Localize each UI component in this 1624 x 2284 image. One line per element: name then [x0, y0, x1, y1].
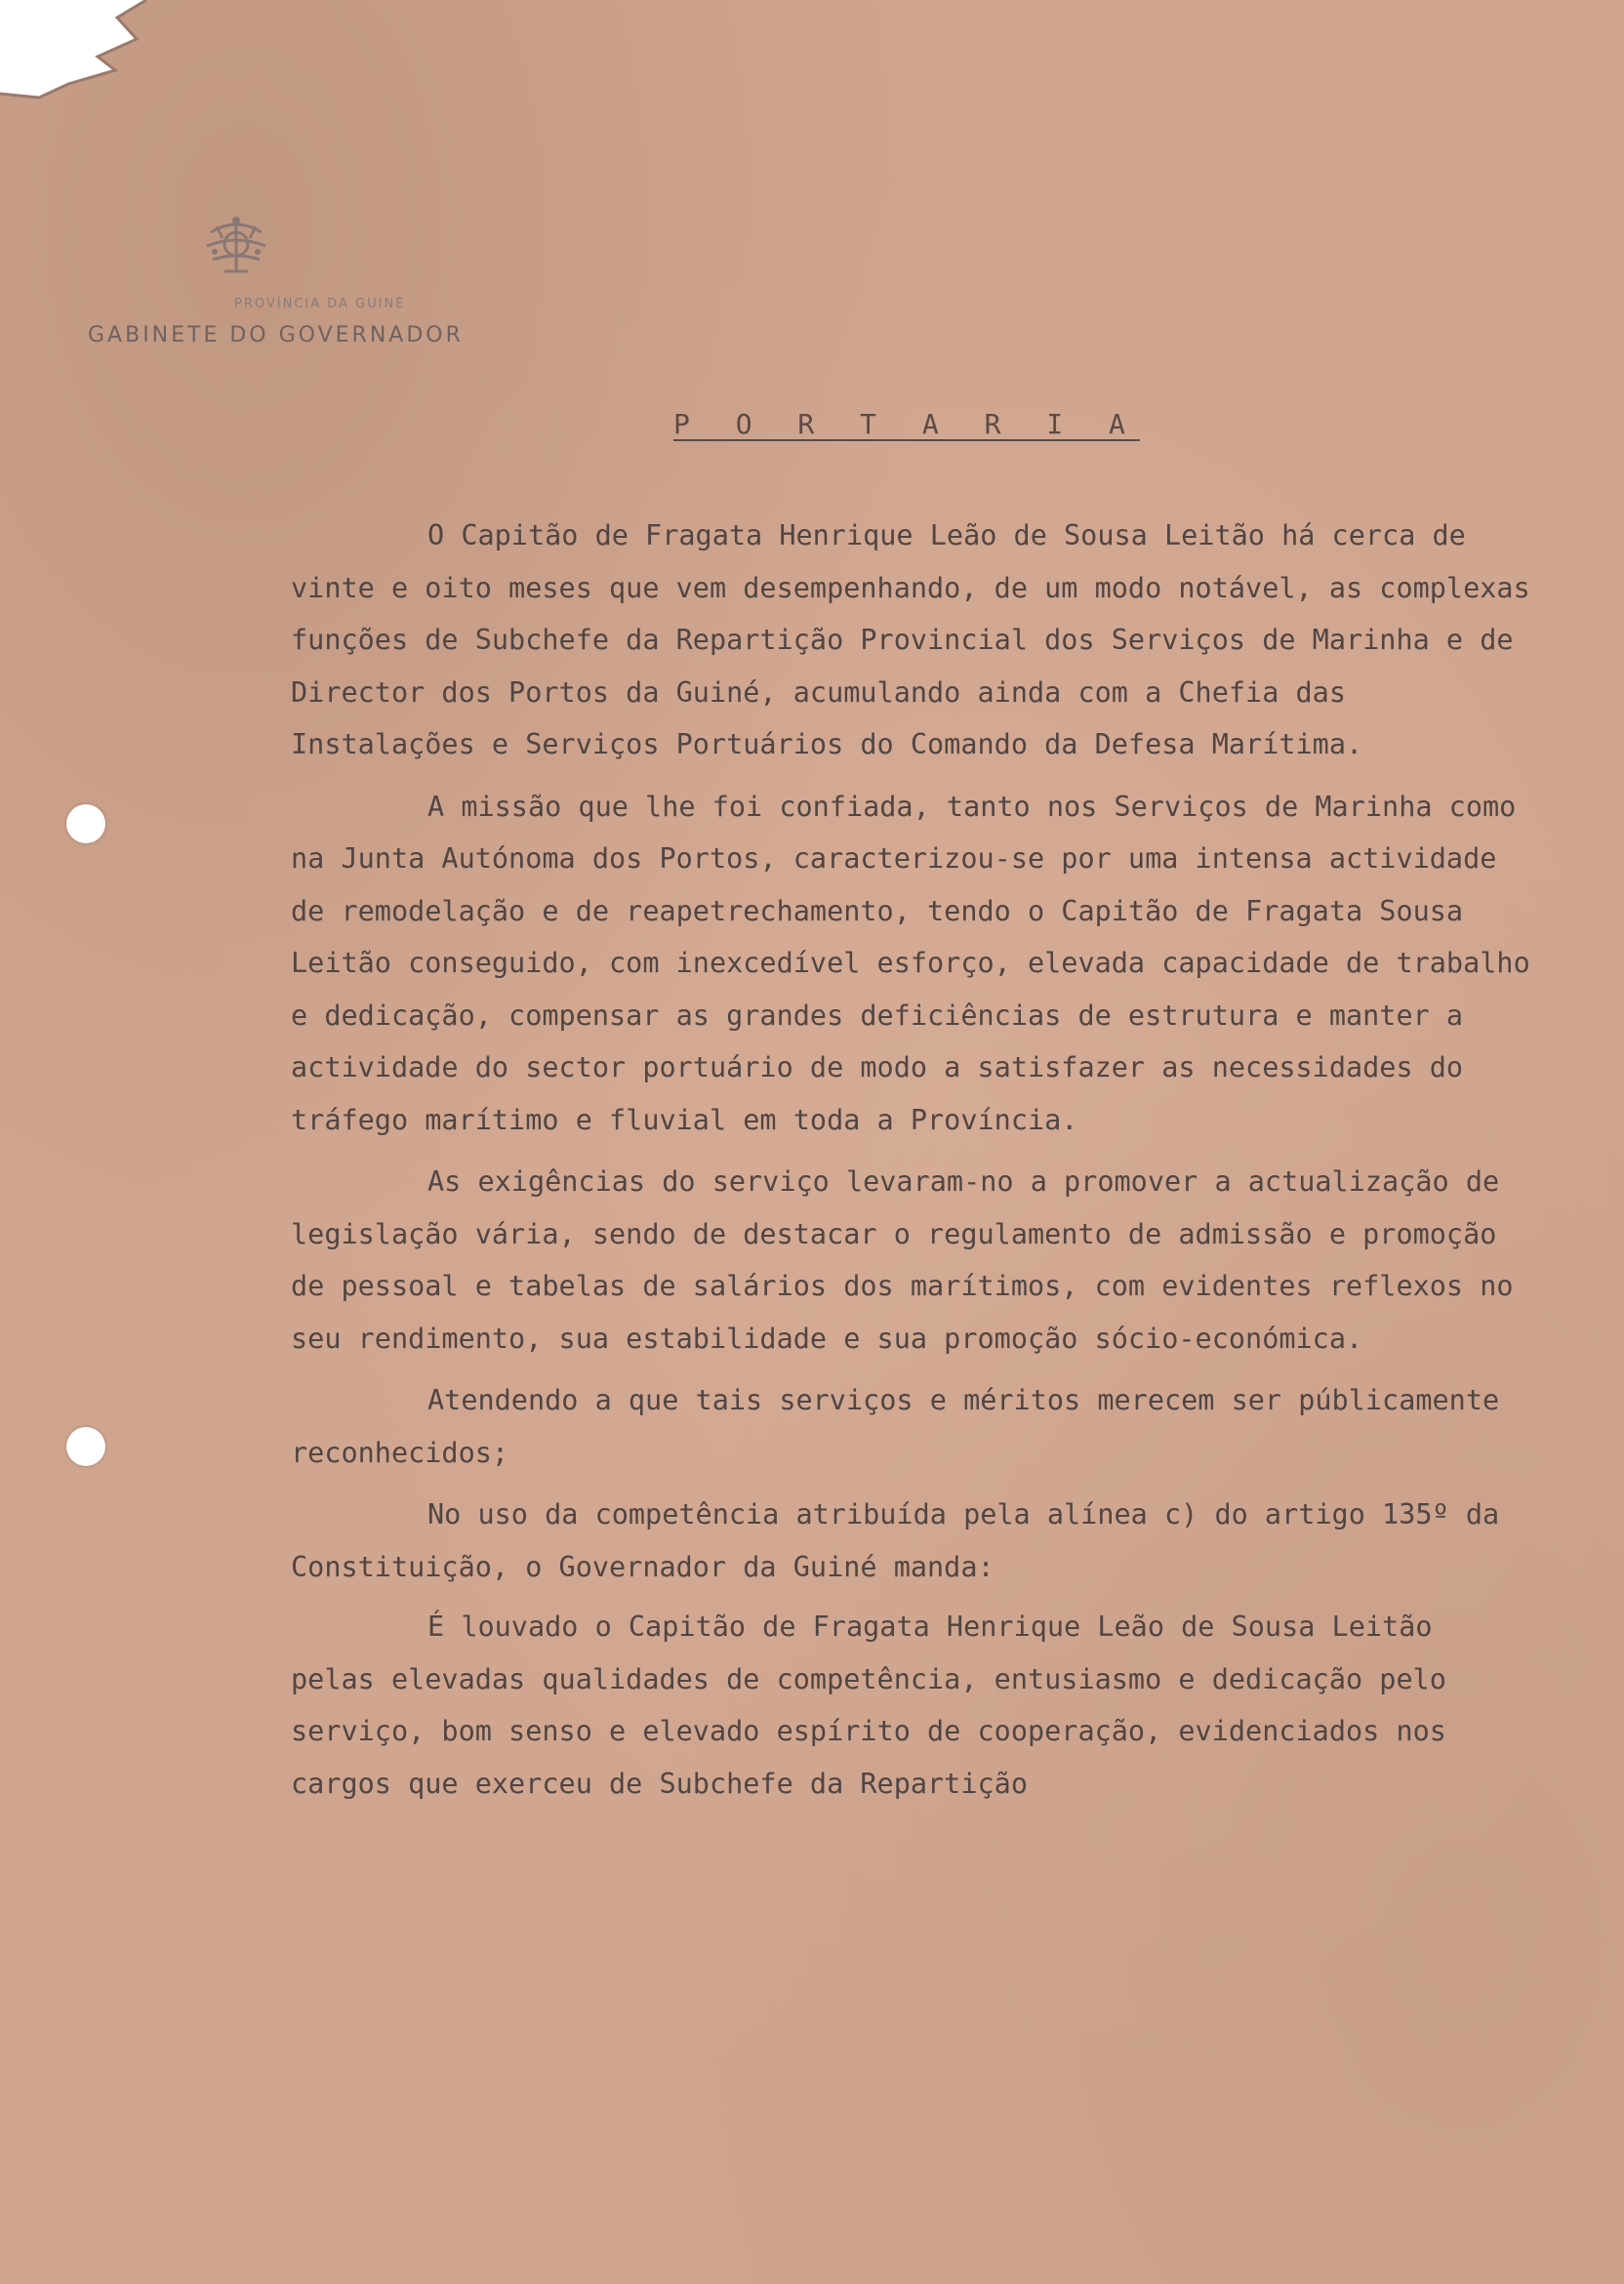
torn-corner [0, 0, 146, 107]
paragraph-6: É louvado o Capitão de Fragata Henrique Leão de Sousa Leitão pelas elevadas qualidades de competência, entusiasmo e dedicação pelo serviço, bom senso e elevado espírito de cooperação, evidenciados nos cargos que exerceu de Subchefe da Repartição [291, 1611, 1446, 1800]
coat-of-arms-icon [197, 213, 275, 277]
document-body [291, 510, 1530, 1819]
punch-hole-top [66, 804, 105, 843]
province-name: PROVÍNCIA DA GUINÉ [234, 297, 406, 311]
paragraph-2: A missão que lhe foi confiada, tanto nos Serviços de Marinha como na Junta Autónoma dos Portos, caracterizou-se por uma intensa actividade de remodelação e de reapetrechamento, tendo o Capitão de Fragata Sousa Leitão conseguido, com inexcedível esforço, elevada capacidade de trabalho e dedicação, compensar as grandes deficiências de estrutura e manter a actividade do sector portuário de modo a satisfazer as necessidades do tráfego marítimo e fluvial em toda a Província. [291, 790, 1530, 1136]
letterhead [59, 213, 488, 347]
cabinet-name: GABINETE DO GOVERNADOR [88, 323, 464, 347]
paragraph-4: Atendendo a que tais serviços e méritos merecem ser públicamente reconhecidos; [291, 1384, 1500, 1469]
paragraph-3: As exigências do serviço levaram-no a promover a actualização de legislação vária, sendo de destacar o regulamento de admissão e promoção de pessoal e tabelas de salários dos marítimos, com evidentes reflexos no seu rendimento, sua estabilidade e sua promoção sócio-económica. [291, 1165, 1514, 1355]
document-title: P O R T A R I A [673, 408, 1140, 440]
paragraph-5: No uso da competência atribuída pela alínea c) do artigo 135º da Constituição, o Governador da Guiné manda: [291, 1498, 1500, 1583]
paragraph-1: O Capitão de Fragata Henrique Leão de Sousa Leitão há cerca de vinte e oito meses que vem desempenhando, de um modo notável, as complexas funções de Subchefe da Repartição Provincial dos Serviços de Marinha e de Director dos Portos da Guiné, acumulando ainda com a Chefia das Instalações e Serviços Portuários do Comando da Defesa Marítima. [291, 519, 1530, 760]
punch-hole-bottom [66, 1427, 105, 1466]
